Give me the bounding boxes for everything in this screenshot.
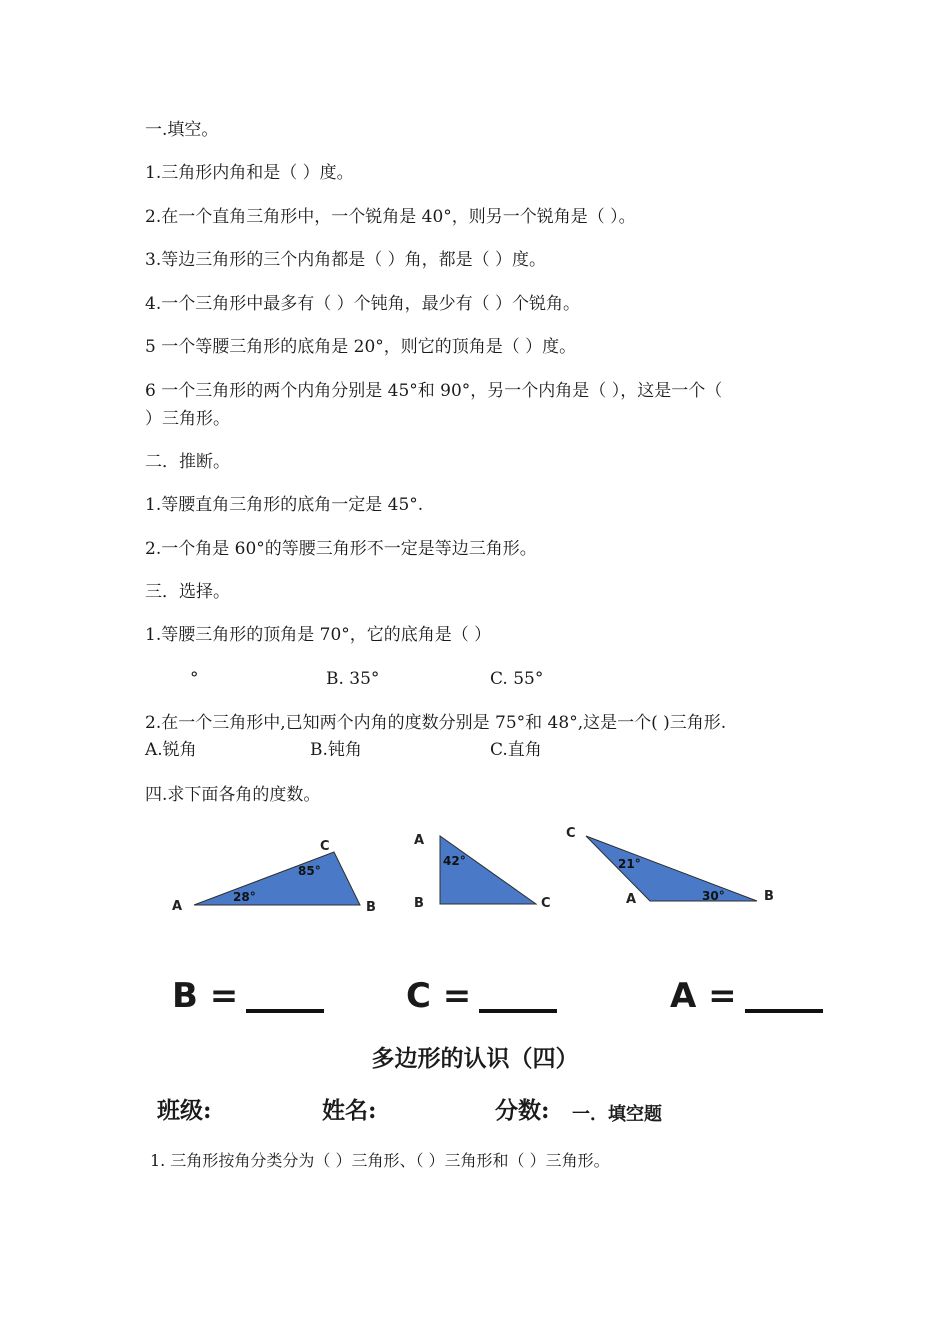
triangle-3-label-a: A <box>626 892 637 907</box>
answer-c-label: C = <box>406 976 472 1016</box>
question-3-1-option-c: C. 55° <box>490 669 544 689</box>
question-1-3: 3.等边三角形的三个内角都是（ ）角，都是（ ）度。 <box>145 250 547 270</box>
triangle-3-angle-c: 21° <box>618 857 641 871</box>
question-3-2-option-a: A.锐角 <box>145 740 197 760</box>
answer-b-blank <box>246 979 324 1013</box>
answer-b <box>172 976 324 1016</box>
triangle-3-label-c: C <box>566 826 576 841</box>
triangle-1-label-a: A <box>172 899 183 914</box>
question-1-4: 4.一个三角形中最多有（ ）个钝角，最少有（ ）个锐角。 <box>145 294 581 314</box>
answer-a <box>670 976 823 1016</box>
triangle-3-angle-b: 30° <box>702 889 725 903</box>
name-label: 姓名: <box>322 1097 377 1124</box>
score-label: 分数: <box>495 1097 550 1124</box>
triangle-1-angle-c: 85° <box>298 864 321 878</box>
triangle-1-label-c: C <box>320 839 330 854</box>
question-3-1: 1.等腰三角形的顶角是 70°，它的底角是（ ） <box>145 625 492 645</box>
worksheet-title: 多边形的认识（四） <box>371 1045 579 1072</box>
question-2-2: 2.一个角是 60°的等腰三角形不一定是等边三角形。 <box>145 539 537 559</box>
triangle-1-angle-a: 28° <box>233 890 256 904</box>
triangle-3 <box>586 836 757 901</box>
section1-heading: 一.填空。 <box>145 120 219 140</box>
answer-a-blank <box>745 979 823 1013</box>
triangle-1 <box>194 852 360 905</box>
triangle-2-angle-a: 42° <box>443 854 466 868</box>
question-1-5: 5 一个等腰三角形的底角是 20°，则它的顶角是（ ）度。 <box>145 337 577 357</box>
question-1-1: 1.三角形内角和是（ ）度。 <box>145 163 354 183</box>
triangle-3-label-b: B <box>764 889 774 904</box>
question-3-2: 2.在一个三角形中,已知两个内角的度数分别是 75°和 48°,这是一个( )三角形. <box>145 713 727 733</box>
question-3-2-option-b: B.钝角 <box>310 740 362 760</box>
triangle-1-label-b: B <box>366 900 376 915</box>
question-3-1-option-b: B. 35° <box>326 669 380 689</box>
answer-a-label: A = <box>670 976 737 1016</box>
part2-question-1: 1. 三角形按角分类分为（ ）三角形、（ ）三角形和（ ）三角形。 <box>150 1151 610 1170</box>
section3-heading: 三．选择。 <box>145 582 230 602</box>
class-label: 班级: <box>157 1097 212 1124</box>
answer-c-blank <box>479 979 557 1013</box>
answer-c <box>406 976 557 1016</box>
question-2-1: 1.等腰直角三角形的底角一定是 45°. <box>145 495 424 515</box>
question-1-6-line1: 6 一个三角形的两个内角分别是 45°和 90°，另一个内角是（ ），这是一个（ <box>145 381 723 401</box>
question-1-6-line2: ）三角形。 <box>145 409 230 429</box>
triangle-2-label-b: B <box>414 896 424 911</box>
triangles-figure <box>150 822 810 922</box>
question-1-2: 2.在一个直角三角形中，一个锐角是 40°，则另一个锐角是（ ）。 <box>145 207 636 227</box>
triangle-2-label-c: C <box>541 896 551 911</box>
section2-heading: 二．推断。 <box>145 452 230 472</box>
question-3-1-option-a: ° <box>190 669 199 689</box>
section4-heading: 四.求下面各角的度数。 <box>145 785 321 805</box>
fill-blank-heading: 一．填空题 <box>572 1104 662 1125</box>
triangle-2 <box>440 836 536 904</box>
question-3-2-option-c: C.直角 <box>490 740 542 760</box>
answer-b-label: B = <box>172 976 239 1016</box>
triangle-2-label-a: A <box>414 833 425 848</box>
